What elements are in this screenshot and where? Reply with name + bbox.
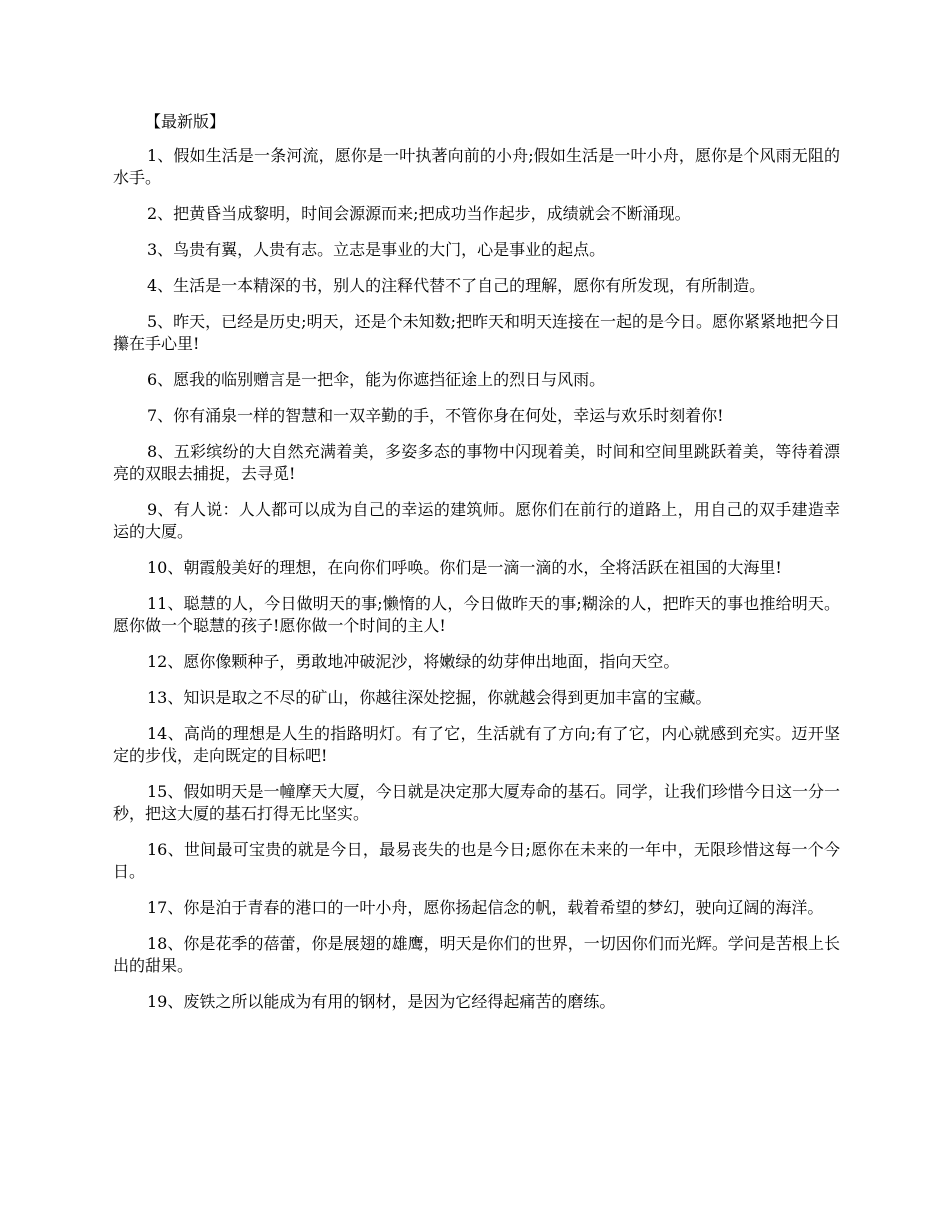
paragraph-item: 17、你是泊于青春的港口的一叶小舟，愿你扬起信念的帆，载着希望的梦幻，驶向辽阔的海洋。: [147, 898, 824, 917]
paragraph-item: 6、愿我的临别赠言是一把伞，能为你遮挡征途上的烈日与风雨。: [147, 370, 606, 389]
paragraph-item: 11、聪慧的人，今日做明天的事;懒惰的人，今日做昨天的事;糊涂的人，把昨天的事也推给明天。愿你做一个聪慧的孩子!愿你做一个时间的主人!: [113, 594, 840, 635]
paragraph-item: 13、知识是取之不尽的矿山，你越往深处挖掘，你就越会得到更加丰富的宝藏。: [147, 688, 712, 707]
paragraph-item: 8、五彩缤纷的大自然充满着美，多姿多态的事物中闪现着美，时间和空间里跳跃着美，等待着漂亮的双眼去捕捉，去寻觅!: [113, 442, 840, 483]
paragraph-item: 15、假如明天是一幢摩天大厦，今日就是决定那大厦寿命的基石。同学，让我们珍惜今日这一分一秒，把这大厦的基石打得无比坚实。: [113, 782, 840, 823]
paragraph-item: 3、鸟贵有翼，人贵有志。立志是事业的大门，心是事业的起点。: [147, 240, 606, 259]
paragraph-item: 14、高尚的理想是人生的指路明灯。有了它，生活就有了方向;有了它，内心就感到充实。迈开坚定的步伐，走向既定的目标吧!: [113, 724, 840, 765]
paragraph-item: 9、有人说：人人都可以成为自己的幸运的建筑师。愿你们在前行的道路上，用自己的双手建造幸运的大厦。: [113, 500, 840, 541]
paragraph-item: 19、废铁之所以能成为有用的钢材，是因为它经得起痛苦的磨练。: [147, 992, 616, 1011]
paragraph-item: 5、昨天，已经是历史;明天，还是个未知数;把昨天和明天连接在一起的是今日。愿你紧紧地把今日攥在手心里!: [113, 312, 840, 353]
paragraph-item: 16、世间最可宝贵的就是今日，最易丧失的也是今日;愿你在未来的一年中，无限珍惜这每一个今日。: [113, 840, 840, 881]
paragraph-item: 7、你有涌泉一样的智慧和一双辛勤的手，不管你身在何处，幸运与欢乐时刻着你!: [147, 406, 724, 425]
paragraph-item: 1、假如生活是一条河流，愿你是一叶执著向前的小舟;假如生活是一叶小舟，愿你是个风雨无阻的水手。: [113, 146, 840, 187]
document-body: [113, 111, 840, 1027]
paragraph-item: 18、你是花季的蓓蕾，你是展翅的雄鹰，明天是你们的世界，一切因你们而光辉。学问是苦根上长出的甜果。: [113, 934, 840, 975]
paragraph-item: 2、把黄昏当成黎明，时间会源源而来;把成功当作起步，成绩就会不断涌现。: [147, 204, 691, 223]
paragraph-item: 12、愿你像颗种子，勇敢地冲破泥沙，将嫩绿的幼芽伸出地面，指向天空。: [147, 652, 680, 671]
document-heading: 【最新版】: [145, 112, 226, 131]
paragraph-item: 4、生活是一本精深的书，别人的注释代替不了自己的理解，愿你有所发现，有所制造。: [147, 276, 766, 295]
paragraph-item: 10、朝霞般美好的理想，在向你们呼唤。你们是一滴一滴的水，全将活跃在祖国的大海里!: [147, 558, 782, 577]
